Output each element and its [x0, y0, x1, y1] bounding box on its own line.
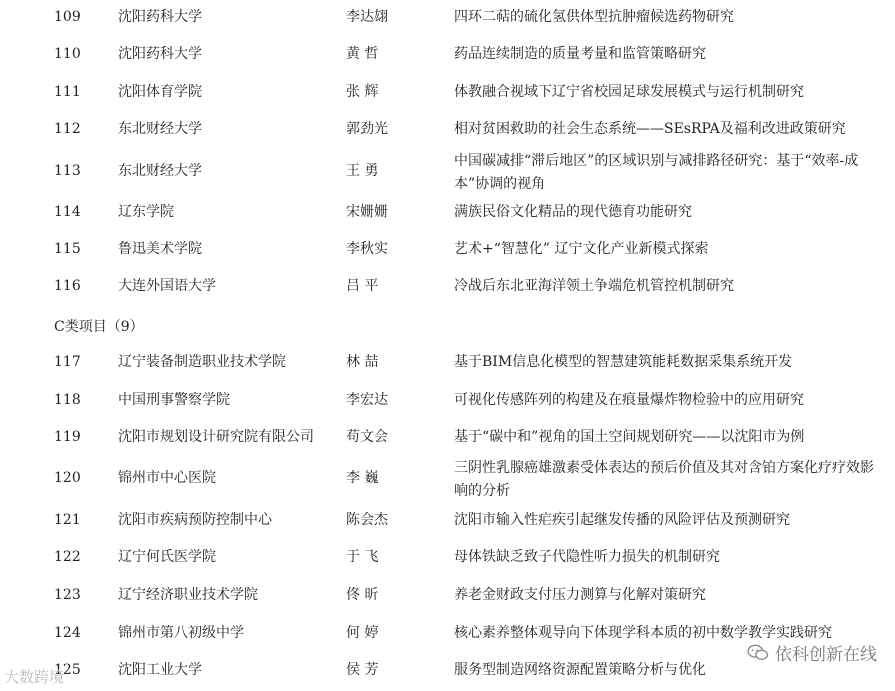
row-number: 117 [54, 354, 81, 370]
row-institution: 沈阳药科大学 [118, 46, 202, 62]
row-person: 苟文会 [346, 429, 388, 445]
row-person: 郭劲光 [346, 121, 388, 137]
row-person: 林 喆 [346, 354, 379, 370]
row-title: 中国碳减排“滞后地区”的区域识别与减排路径研究：基于“效率-成本”协调的视角 [454, 153, 859, 192]
row-number: 113 [54, 163, 81, 179]
row-person: 王 勇 [346, 163, 379, 179]
row-person: 张 辉 [346, 84, 379, 100]
watermark-text: 依科创新在线 [775, 645, 877, 665]
row-title: 基于“碳中和”视角的国土空间规划研究——以沈阳市为例 [454, 429, 805, 445]
row-person: 宋姗姗 [346, 204, 388, 220]
row-number: 110 [54, 46, 81, 62]
row-title: 体教融合视域下辽宁省校园足球发展模式与运行机制研究 [454, 84, 804, 100]
row-number: 120 [54, 470, 81, 486]
row-person: 李宏达 [346, 392, 388, 408]
row-person: 侯 芳 [346, 662, 379, 678]
watermark-right [747, 640, 877, 665]
row-institution: 沈阳体育学院 [118, 84, 202, 100]
row-number: 116 [54, 278, 81, 294]
row-number: 124 [54, 625, 81, 641]
row-person: 黄 哲 [346, 46, 379, 62]
row-title: 核心素养整体观导向下体现学科本质的初中数学教学实践研究 [454, 625, 832, 641]
row-person: 何 婷 [346, 625, 379, 641]
row-person: 于 飞 [346, 549, 379, 565]
row-number: 122 [54, 549, 81, 565]
row-title: 养老金财政支付压力测算与化解对策研究 [454, 587, 706, 603]
row-title: 四环二萜的硫化氢供体型抗肿瘤候选药物研究 [454, 9, 734, 25]
row-title: 沈阳市输入性疟疾引起继发传播的风险评估及预测研究 [454, 512, 790, 528]
row-institution: 辽东学院 [118, 204, 174, 220]
row-institution: 沈阳市规划设计研究院有限公司 [118, 429, 314, 445]
row-person: 陈会杰 [346, 512, 388, 528]
row-person: 佟 昕 [346, 587, 379, 603]
row-title: 相对贫困救助的社会生态系统——SEsRPA及福利改进政策研究 [454, 121, 846, 137]
row-number: 118 [54, 392, 81, 408]
row-title: 基于BIM信息化模型的智慧建筑能耗数据采集系统开发 [454, 354, 793, 370]
row-institution: 锦州市中心医院 [118, 470, 216, 486]
row-person: 李秋实 [346, 241, 388, 257]
row-number: 121 [54, 512, 81, 528]
row-person: 吕 平 [346, 278, 379, 294]
row-title: 艺术+“智慧化” 辽宁文化产业新模式探索 [454, 241, 709, 257]
row-number: 123 [54, 587, 81, 603]
row-title: 可视化传感阵列的构建及在痕量爆炸物检验中的应用研究 [454, 392, 804, 408]
row-institution: 东北财经大学 [118, 121, 202, 137]
row-institution: 中国刑事警察学院 [118, 392, 230, 408]
row-institution: 沈阳药科大学 [118, 9, 202, 25]
row-institution: 沈阳工业大学 [118, 662, 202, 678]
row-number: 111 [54, 84, 81, 100]
row-institution: 辽宁何氏医学院 [118, 549, 216, 565]
row-institution: 东北财经大学 [118, 163, 202, 179]
row-number: 119 [54, 429, 81, 445]
row-institution: 沈阳市疾病预防控制中心 [118, 512, 272, 528]
row-institution: 大连外国语大学 [118, 278, 216, 294]
row-title: 母体铁缺乏致子代隐性听力损失的机制研究 [454, 549, 720, 565]
row-person: 李达翃 [346, 9, 388, 25]
row-number: 125 [54, 662, 81, 678]
row-title: 冷战后东北亚海洋领土争端危机管控机制研究 [454, 278, 734, 294]
row-institution: 辽宁经济职业技术学院 [118, 587, 258, 603]
row-title: 满族民俗文化精品的现代德育功能研究 [454, 204, 692, 220]
row-title: 三阴性乳腺癌雄激素受体表达的预后价值及其对含铂方案化疗疗效影响的分析 [454, 460, 874, 499]
row-institution: 辽宁装备制造职业技术学院 [118, 354, 286, 370]
row-number: 109 [54, 9, 81, 25]
row-number: 112 [54, 121, 81, 137]
row-number: 115 [54, 241, 81, 257]
row-title: 服务型制造网络资源配置策略分析与优化 [454, 662, 706, 678]
row-title: 药品连续制造的质量考量和监管策略研究 [454, 46, 706, 62]
wechat-icon [747, 644, 769, 662]
row-person: 李 巍 [346, 470, 379, 486]
row-institution: 锦州市第八初级中学 [118, 625, 244, 641]
row-number: 114 [54, 204, 81, 220]
section-heading-c: C类项目（9） [54, 319, 144, 335]
row-institution: 鲁迅美术学院 [118, 241, 202, 257]
watermark-left: 大数跨境 [4, 668, 65, 686]
